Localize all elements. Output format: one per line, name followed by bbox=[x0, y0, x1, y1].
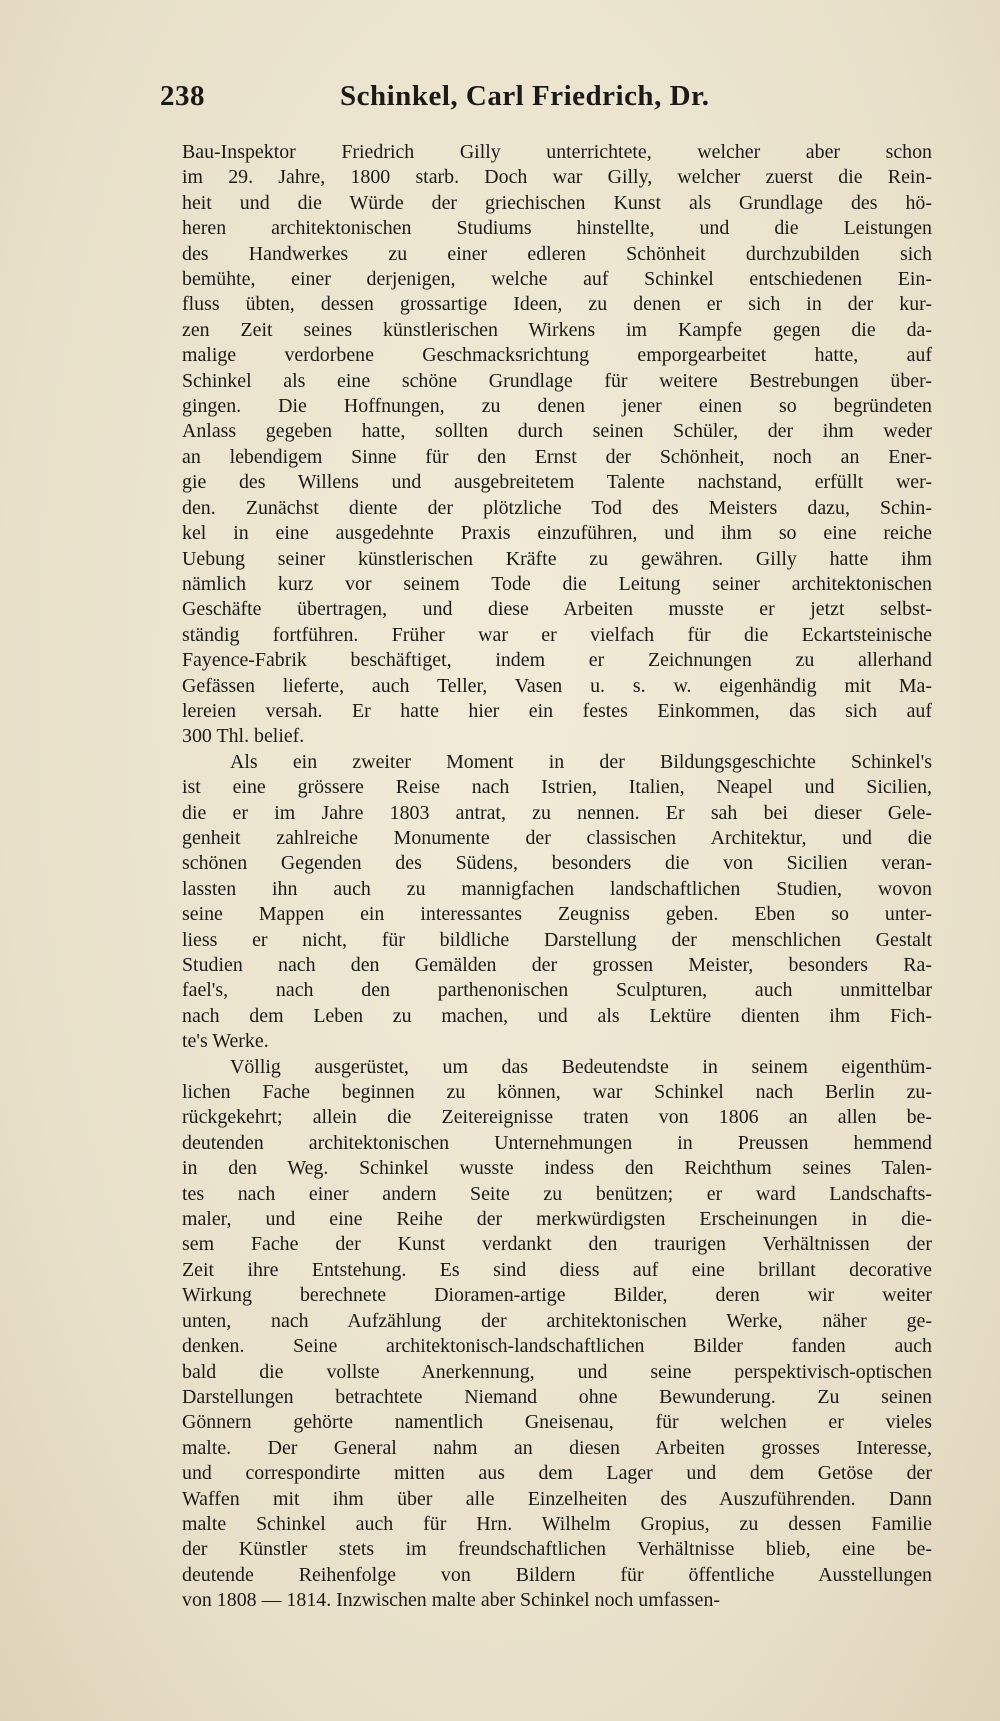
text-line: im 29. Jahre, 1800 starb. Doch war Gilly, welcher zuerst die Rein- bbox=[182, 166, 932, 189]
text-line: heren architektonischen Studiums hinstellte, und die Leistungen bbox=[182, 217, 932, 240]
paragraph bbox=[182, 140, 932, 750]
text-line: ständig fortführen. Früher war er vielfach für die Eckartsteinische bbox=[182, 623, 932, 646]
body-text bbox=[182, 140, 932, 1614]
text-line: lassten ihn auch zu mannigfachen landschaftlichen Studien, wovon bbox=[182, 877, 932, 900]
text-line: kel in eine ausgedehnte Praxis einzuführen, und ihm so eine reiche bbox=[182, 522, 932, 545]
running-title: Schinkel, Carl Friedrich, Dr. bbox=[340, 80, 710, 112]
text-line: bemühte, einer derjenigen, welche auf Schinkel entschiedenen Ein- bbox=[182, 268, 932, 291]
text-line: heit und die Würde der griechischen Kunst als Grundlage des hö- bbox=[182, 191, 932, 214]
text-line: Uebung seiner künstlerischen Kräfte zu gewähren. Gilly hatte ihm bbox=[182, 547, 932, 570]
text-line: Zeit ihre Entstehung. Es sind diess auf eine brillant decorative bbox=[182, 1258, 932, 1281]
text-line: der Künstler stets im freundschaftlichen Verhältnisse blieb, eine be- bbox=[182, 1538, 932, 1561]
text-line: Völlig ausgerüstet, um das Bedeutendste in seinem eigenthüm- bbox=[230, 1055, 932, 1078]
page-number: 238 bbox=[160, 80, 205, 112]
text-line: maler, und eine Reihe der merkwürdigsten Erscheinungen in die- bbox=[182, 1208, 932, 1231]
text-line: nach dem Leben zu machen, und als Lektüre dienten ihm Fich- bbox=[182, 1004, 932, 1027]
paragraph bbox=[182, 1055, 932, 1614]
text-line: Studien nach den Gemälden der grossen Meister, besonders Ra- bbox=[182, 954, 932, 976]
text-line: Als ein zweiter Moment in der Bildungsgeschichte Schinkel's bbox=[230, 750, 932, 773]
text-line: nämlich kurz vor seinem Tode die Leitung seiner architektonischen bbox=[182, 572, 932, 595]
text-line: die er im Jahre 1803 antrat, zu nennen. Er sah bei dieser Gele- bbox=[182, 801, 932, 824]
text-line: malige verdorbene Geschmacksrichtung emporgearbeitet hatte, auf bbox=[182, 344, 932, 367]
paragraph bbox=[182, 750, 932, 1055]
text-line: deutende Reihenfolge von Bildern für öffentliche Ausstellungen bbox=[182, 1563, 932, 1586]
text-line: denken. Seine architektonisch-landschaftlichen Bilder fanden auch bbox=[182, 1335, 932, 1358]
text-line: bald die vollste Anerkennung, und seine perspektivisch-optischen bbox=[182, 1360, 932, 1383]
text-line: Gefässen lieferte, auch Teller, Vasen u. s. w. eigenhändig mit Ma- bbox=[182, 674, 932, 697]
text-line: Bau-Inspektor Friedrich Gilly unterrichtete, welcher aber schon bbox=[182, 141, 932, 163]
text-line: in den Weg. Schinkel wusste indess den Reichthum seines Talen- bbox=[182, 1157, 932, 1180]
text-line: den. Zunächst diente der plötzliche Tod des Meisters dazu, Schin- bbox=[182, 496, 932, 519]
text-line: des Handwerkes zu einer edleren Schönheit durchzubilden sich bbox=[182, 242, 932, 265]
text-line: gie des Willens und ausgebreitetem Talente nachstand, erfüllt wer- bbox=[182, 471, 932, 494]
text-line: an lebendigem Sinne für den Ernst der Schönheit, noch an Ener- bbox=[182, 445, 932, 468]
text-line: Darstellungen betrachtete Niemand ohne Bewunderung. Zu seinen bbox=[182, 1385, 932, 1408]
text-line: 300 Thl. belief. bbox=[182, 725, 305, 748]
text-line: lereien versah. Er hatte hier ein festes Einkommen, das sich auf bbox=[182, 699, 932, 722]
text-line: unten, nach Aufzählung der architektonischen Werke, näher ge- bbox=[182, 1309, 932, 1332]
text-line: Anlass gegeben hatte, sollten durch seinen Schüler, der ihm weder bbox=[182, 420, 932, 443]
text-line: fael's, nach den parthenonischen Sculpturen, auch unmittelbar bbox=[182, 979, 932, 1002]
text-line: sem Fache der Kunst verdankt den traurigen Verhältnissen der bbox=[182, 1233, 932, 1256]
text-line: Waffen mit ihm über alle Einzelheiten des Auszuführenden. Dann bbox=[182, 1487, 932, 1510]
text-line: schönen Gegenden des Südens, besonders die von Sicilien veran- bbox=[182, 852, 932, 875]
text-line: von 1808 — 1814. Inzwischen malte aber Schinkel noch umfassen- bbox=[182, 1589, 721, 1612]
text-line: gingen. Die Hoffnungen, zu denen jener einen so begründeten bbox=[182, 395, 932, 418]
text-line: Geschäfte übertragen, und diese Arbeiten musste er jetzt selbst- bbox=[182, 598, 932, 621]
text-line: und correspondirte mitten aus dem Lager und dem Getöse der bbox=[182, 1462, 932, 1485]
text-line: genheit zahlreiche Monumente der classischen Architektur, und die bbox=[182, 826, 932, 849]
text-line: rückgekehrt; allein die Zeitereignisse traten von 1806 an allen be- bbox=[182, 1106, 932, 1129]
text-line: lichen Fache beginnen zu können, war Schinkel nach Berlin zu- bbox=[182, 1081, 932, 1104]
text-line: Fayence-Fabrik beschäftiget, indem er Zeichnungen zu allerhand bbox=[182, 649, 932, 672]
text-line: ist eine grössere Reise nach Istrien, Italien, Neapel und Sicilien, bbox=[182, 776, 932, 799]
text-line: Gönnern gehörte namentlich Gneisenau, für welchen er vieles bbox=[182, 1411, 932, 1434]
text-line: fluss übten, dessen grossartige Ideen, zu denen er sich in der kur- bbox=[182, 293, 932, 316]
text-line: zen Zeit seines künstlerischen Wirkens im Kampfe gegen die da- bbox=[182, 318, 932, 341]
text-line: malte Schinkel auch für Hrn. Wilhelm Gropius, zu dessen Familie bbox=[182, 1512, 932, 1535]
text-line: liess er nicht, für bildliche Darstellung der menschlichen Gestalt bbox=[182, 928, 932, 951]
text-line: Wirkung berechnete Dioramen-artige Bilder, deren wir weiter bbox=[182, 1284, 932, 1307]
text-line: te's Werke. bbox=[182, 1030, 269, 1053]
text-line: malte. Der General nahm an diesen Arbeiten grosses Interesse, bbox=[182, 1436, 932, 1459]
text-line: Schinkel als eine schöne Grundlage für weitere Bestrebungen über- bbox=[182, 369, 932, 392]
text-line: seine Mappen ein interessantes Zeugniss geben. Eben so unter- bbox=[182, 903, 932, 926]
text-line: deutenden architektonischen Unternehmungen in Preussen hemmend bbox=[182, 1131, 932, 1154]
text-line: tes nach einer andern Seite zu benützen; er ward Landschafts- bbox=[182, 1182, 932, 1205]
